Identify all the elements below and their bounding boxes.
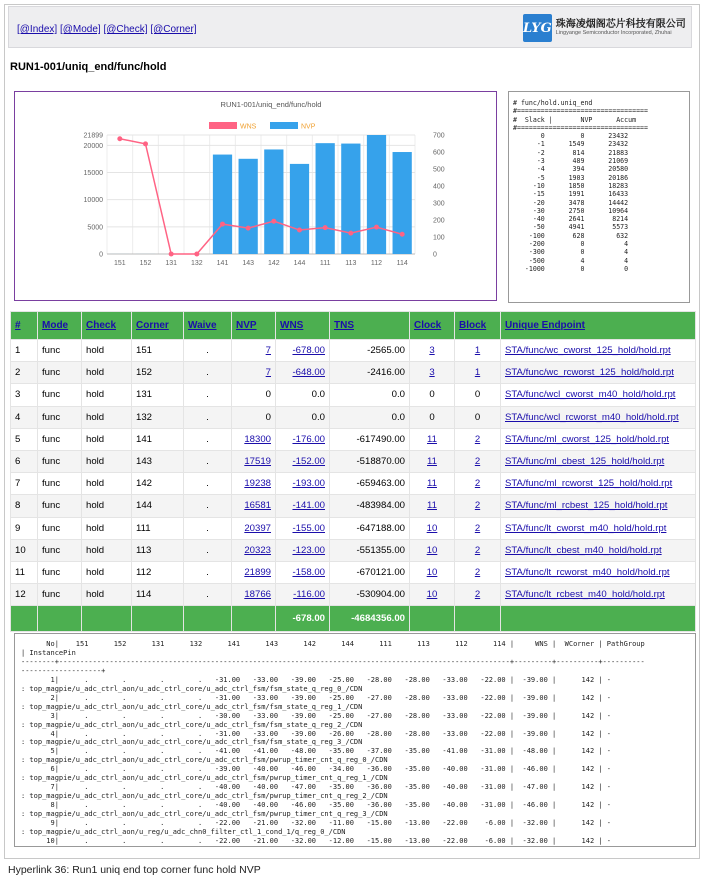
row-nvp xyxy=(232,473,276,495)
logo-mark: LYG xyxy=(523,14,552,42)
row-endpoint xyxy=(501,561,696,583)
row-waive: . xyxy=(184,362,232,384)
row-endpoint-link[interactable]: STA/func/ml_rcbest_125_hold/hold.rpt xyxy=(505,500,668,512)
x-tick-label: 114 xyxy=(396,260,408,267)
x-tick-label: 151 xyxy=(113,260,126,267)
col-header-tns[interactable]: TNS xyxy=(330,312,410,340)
row-index: 6 xyxy=(11,450,38,472)
point-wns-151 xyxy=(117,136,122,141)
legend-label-nvp: NVP xyxy=(301,123,316,131)
y-left-tick-label: 0 xyxy=(99,251,103,259)
row-block xyxy=(455,539,501,561)
row-endpoint-link[interactable]: STA/func/ml_rcworst_125_hold/hold.rpt xyxy=(505,478,673,490)
row-tns: -551355.00 xyxy=(330,539,410,561)
row-clock-link[interactable]: 11 xyxy=(427,500,437,512)
bar-nvp-114 xyxy=(393,152,412,254)
row-tns: -483984.00 xyxy=(330,495,410,517)
row-wns-link[interactable]: -116.00 xyxy=(293,589,325,601)
row-nvp-link[interactable]: 19238 xyxy=(244,478,271,490)
table-row xyxy=(11,450,696,472)
row-endpoint-link[interactable]: STA/func/wcl_rcworst_m40_hold/hold.rpt xyxy=(505,411,679,423)
row-nvp xyxy=(232,428,276,450)
col-header-block[interactable]: Block xyxy=(455,312,501,340)
chart-title: RUN1-001/uniq_end/func/hold xyxy=(220,100,322,109)
bar-nvp-144 xyxy=(290,164,309,254)
col-header-nvp[interactable]: NVP xyxy=(232,312,276,340)
y-right-tick-label: 600 xyxy=(433,149,445,157)
row-block-link[interactable]: 2 xyxy=(474,433,481,445)
nav-links xyxy=(17,24,197,35)
legend-label-wns: WNS xyxy=(240,123,257,131)
row-block: 0 xyxy=(455,384,501,406)
table-header-row xyxy=(11,312,696,340)
row-tns: -530904.00 xyxy=(330,584,410,606)
y-right-tick-label: 400 xyxy=(433,183,445,191)
row-mode: func xyxy=(38,473,82,495)
company-logo xyxy=(523,11,686,45)
row-corner: 143 xyxy=(132,450,184,472)
nav-link-corner[interactable]: [@Corner] xyxy=(150,24,197,35)
row-check: hold xyxy=(82,340,132,362)
table-row xyxy=(11,340,696,362)
point-wns-114 xyxy=(400,232,405,237)
row-mode: func xyxy=(38,561,82,583)
row-corner: 141 xyxy=(132,428,184,450)
row-endpoint-link[interactable]: STA/func/ml_cworst_125_hold/hold.rpt xyxy=(505,433,670,445)
row-mode: func xyxy=(38,517,82,539)
table-row xyxy=(11,517,696,539)
row-endpoint-link[interactable]: STA/func/ml_cbest_125_hold/hold.rpt xyxy=(505,456,665,468)
row-block xyxy=(455,473,501,495)
row-wns: 0.0 xyxy=(276,384,330,406)
row-waive: . xyxy=(184,384,232,406)
row-mode: func xyxy=(38,495,82,517)
logo-cn-name: 珠海凌烟阁芯片科技有限公司 xyxy=(555,19,686,31)
row-corner: 144 xyxy=(132,495,184,517)
table-row xyxy=(11,584,696,606)
row-clock: 0 xyxy=(410,384,455,406)
legend-swatch-wns xyxy=(209,122,237,129)
row-endpoint-link[interactable]: STA/func/lt_rcworst_m40_hold/hold.rpt xyxy=(505,566,670,578)
row-nvp-link[interactable]: 20397 xyxy=(244,522,271,534)
row-wns-link[interactable]: -648.00 xyxy=(292,367,325,379)
x-tick-label: 144 xyxy=(293,260,306,267)
row-tns: -617490.00 xyxy=(330,428,410,450)
row-clock xyxy=(410,561,455,583)
x-tick-label: 113 xyxy=(345,260,357,267)
row-block-link[interactable]: 2 xyxy=(474,544,481,556)
row-endpoint xyxy=(501,340,696,362)
row-waive: . xyxy=(184,340,232,362)
slack-histogram-panel xyxy=(508,91,690,303)
row-waive: . xyxy=(184,406,232,428)
point-wns-131 xyxy=(169,252,174,257)
y-left-tick-label: 15000 xyxy=(83,169,103,177)
row-wns xyxy=(276,362,330,384)
row-mode: func xyxy=(38,428,82,450)
table-row xyxy=(11,406,696,428)
row-index: 12 xyxy=(11,584,38,606)
row-nvp-link[interactable]: 21899 xyxy=(244,566,271,578)
row-corner: 114 xyxy=(132,584,184,606)
row-index: 5 xyxy=(11,428,38,450)
table-row xyxy=(11,495,696,517)
row-endpoint xyxy=(501,384,696,406)
row-check: hold xyxy=(82,428,132,450)
row-corner: 113 xyxy=(132,539,184,561)
point-wns-152 xyxy=(143,141,148,146)
col-header-endpoint[interactable]: Unique Endpoint xyxy=(501,312,696,340)
row-endpoint-link[interactable]: STA/func/wc_cworst_125_hold/hold.rpt xyxy=(505,345,671,357)
col-header-wns[interactable]: WNS xyxy=(276,312,330,340)
row-check: hold xyxy=(82,406,132,428)
col-header-corner[interactable]: Corner xyxy=(132,312,184,340)
col-header-mode[interactable]: Mode xyxy=(38,312,82,340)
row-wns xyxy=(276,539,330,561)
row-tns: -670121.00 xyxy=(330,561,410,583)
row-block-link[interactable]: 2 xyxy=(474,478,481,490)
row-nvp xyxy=(232,584,276,606)
row-wns-link[interactable]: -123.00 xyxy=(292,544,325,556)
row-block xyxy=(455,495,501,517)
bar-nvp-113 xyxy=(341,144,360,254)
row-index: 1 xyxy=(11,340,38,362)
row-corner: 142 xyxy=(132,473,184,495)
y-right-tick-label: 700 xyxy=(433,132,445,140)
footer-tns: -4684356.00 xyxy=(330,606,410,632)
row-endpoint-link[interactable]: STA/func/wcl_cworst_m40_hold/hold.rpt xyxy=(505,389,676,401)
row-nvp xyxy=(232,561,276,583)
y-right-tick-label: 200 xyxy=(433,217,445,225)
row-tns: -518870.00 xyxy=(330,450,410,472)
row-nvp-link[interactable]: 17519 xyxy=(244,456,271,468)
row-block-link[interactable]: 2 xyxy=(474,456,481,468)
col-header-check[interactable]: Check xyxy=(82,312,132,340)
row-nvp-link[interactable]: 20323 xyxy=(244,544,271,556)
x-tick-label: 142 xyxy=(267,260,280,267)
row-block xyxy=(455,362,501,384)
row-wns-link[interactable]: -158.00 xyxy=(292,566,325,578)
point-wns-143 xyxy=(246,226,251,231)
col-header-clock[interactable]: Clock xyxy=(410,312,455,340)
row-wns: 0.0 xyxy=(276,406,330,428)
table-row xyxy=(11,539,696,561)
row-nvp xyxy=(232,362,276,384)
y-left-tick-label: 5000 xyxy=(87,224,103,232)
slack-histogram-text: # func/hold.uniq_end #================================= # Slack | NVP Accum #================================= 0 0 23432 -1 1549 23432 -2 814 21883 -3 489 21069 -4 394 20580 -5 1903 20186 -10 1850 18283 -15 1991 16433 -20 3478 14442 -30 2750 10964 -40 2641 8214 -50 4941 5573 -100 628 632 -200 0 4 -300 0 4 -500 4 4 -1000 0 0 xyxy=(513,99,648,273)
row-corner: 132 xyxy=(132,406,184,428)
row-wns-link[interactable]: -678.00 xyxy=(292,345,325,357)
top-nav-bar xyxy=(8,6,692,48)
row-clock-link[interactable]: 10 xyxy=(426,522,438,534)
table-row xyxy=(11,473,696,495)
row-block-link[interactable]: 2 xyxy=(474,500,481,512)
row-nvp xyxy=(232,539,276,561)
row-block-link[interactable]: 1 xyxy=(474,345,481,357)
nav-link-mode[interactable]: [@Mode] xyxy=(59,24,101,35)
row-nvp: 0 xyxy=(232,406,276,428)
row-endpoint xyxy=(501,473,696,495)
endpoint-detail-text: No| 151 152 131 132 141 143 142 144 111 113 112 114 | WNS | WCorner | PathGroup | InstancePin --------+-----------------------------------------------------------------------------------------------------------+---------+----------+---------- -------------------+ 1| . . . . -31.00 -33.00 -39.00 -25.00 -28.00 -28.00 -33.00 -22.00 | -39.00 | 142 | - : top_magpie/u_adc_ctrl_aon/u_adc_ctrl_core/u_adc_ctrl_fsm/fsm_state_q_reg_0_/CDN 2| . . . . -31.00 -33.00 -39.00 -25.00 -27.00 -28.00 -33.00 -22.00 | -39.00 | 142 | - : top_magpie/u_adc_ctrl_aon/u_adc_ctrl_core/u_adc_ctrl_fsm/fsm_state_q_reg_1_/CDN 3| . . . . -30.00 -33.00 -39.00 -25.00 -27.00 -28.00 -33.00 -22.00 | -39.00 | 142 | - : top_magpie/u_adc_ctrl_aon/u_adc_ctrl_core/u_adc_ctrl_fsm/fsm_state_q_reg_2_/CDN 4| . . . . -31.00 -33.00 -39.00 -26.00 -28.00 -28.00 -33.00 -22.00 | -39.00 | 142 | - : top_magpie/u_adc_ctrl_aon/u_adc_ctrl_core/u_adc_ctrl_fsm/fsm_state_q_reg_3_/CDN 5| . . . . -41.00 -41.00 -48.00 -35.00 -37.00 -35.00 -41.00 -31.00 | -48.00 | 142 | - : top_magpie/u_adc_ctrl_aon/u_adc_ctrl_core/u_adc_ctrl_fsm/pwrup_timer_cnt_q_reg_0_/CDN 6| . . . . -39.00 -40.00 -46.00 -34.00 -36.00 -35.00 -40.00 -31.00 | -46.00 | 142 | - : top_magpie/u_adc_ctrl_aon/u_adc_ctrl_core/u_adc_ctrl_fsm/pwrup_timer_cnt_q_reg_1_/CDN 7| . . . . -40.00 -40.00 -47.00 -35.00 -36.00 -35.00 -40.00 -31.00 | -47.00 | 142 | - : top_magpie/u_adc_ctrl_aon/u_adc_ctrl_core/u_adc_ctrl_fsm/pwrup_timer_cnt_q_reg_2_/CDN 8| . . . . -40.00 -40.00 -46.00 -35.00 -36.00 -35.00 -40.00 -31.00 | -46.00 | 142 | - : top_magpie/u_adc_ctrl_aon/u_adc_ctrl_core/u_adc_ctrl_fsm/pwrup_timer_cnt_q_reg_3_/CDN 9| . . . . -22.00 -21.00 -32.00 -11.00 -15.00 -13.00 -22.00 -6.00 | -32.00 | 142 | - : top_magpie/u_adc_ctrl_aon/u_reg/u_adc_chn0_filter_ctl_1_cond_1/q_reg_0_/CDN 10| . . . . -22.00 -21.00 -32.00 -12.00 -15.00 -13.00 -22.00 -6.00 | -32.00 | 142 | - xyxy=(21,640,645,845)
row-index: 11 xyxy=(11,561,38,583)
row-wns xyxy=(276,340,330,362)
row-block xyxy=(455,517,501,539)
row-nvp xyxy=(232,450,276,472)
row-waive: . xyxy=(184,517,232,539)
row-block-link[interactable]: 2 xyxy=(474,589,481,601)
row-check: hold xyxy=(82,450,132,472)
row-clock xyxy=(410,450,455,472)
bar-nvp-111 xyxy=(316,143,335,254)
table-row xyxy=(11,561,696,583)
row-wns-link[interactable]: -193.00 xyxy=(292,478,325,490)
point-wns-141 xyxy=(220,222,225,227)
row-clock xyxy=(410,362,455,384)
row-wns xyxy=(276,561,330,583)
row-index: 8 xyxy=(11,495,38,517)
row-clock-link[interactable]: 11 xyxy=(427,433,437,445)
row-waive: . xyxy=(184,450,232,472)
x-tick-label: 141 xyxy=(216,260,229,267)
row-corner: 111 xyxy=(132,517,184,539)
row-block: 0 xyxy=(455,406,501,428)
x-tick-label: 132 xyxy=(190,260,203,267)
y-right-tick-label: 0 xyxy=(433,251,437,259)
row-clock xyxy=(410,517,455,539)
endpoint-detail-panel[interactable] xyxy=(14,633,696,847)
row-waive: . xyxy=(184,473,232,495)
x-tick-label: 112 xyxy=(370,260,383,267)
row-nvp xyxy=(232,340,276,362)
row-clock xyxy=(410,428,455,450)
row-waive: . xyxy=(184,561,232,583)
bar-nvp-143 xyxy=(239,159,258,254)
footer-wns: -678.00 xyxy=(276,606,330,632)
row-wns xyxy=(276,450,330,472)
bar-nvp-142 xyxy=(264,149,283,254)
row-waive: . xyxy=(184,539,232,561)
chart-svg xyxy=(15,92,496,300)
row-waive: . xyxy=(184,428,232,450)
row-index: 3 xyxy=(11,384,38,406)
row-block-link[interactable]: 1 xyxy=(474,367,481,379)
row-block xyxy=(455,340,501,362)
y-right-tick-label: 100 xyxy=(433,234,445,242)
row-index: 10 xyxy=(11,539,38,561)
row-tns: -2565.00 xyxy=(330,340,410,362)
row-endpoint-link[interactable]: STA/func/lt_cbest_m40_hold/hold.rpt xyxy=(505,544,662,556)
row-wns-link[interactable]: -176.00 xyxy=(292,433,325,445)
bar-nvp-141 xyxy=(213,155,232,254)
row-nvp xyxy=(232,495,276,517)
row-index: 2 xyxy=(11,362,38,384)
row-corner: 131 xyxy=(132,384,184,406)
row-endpoint xyxy=(501,406,696,428)
page-title: RUN1-001/uniq_end/func/hold xyxy=(10,61,167,73)
row-endpoint xyxy=(501,517,696,539)
row-wns-link[interactable]: -155.00 xyxy=(292,522,325,534)
row-endpoint xyxy=(501,428,696,450)
endpoint-table xyxy=(10,311,696,632)
row-endpoint-link[interactable]: STA/func/lt_rcbest_m40_hold/hold.rpt xyxy=(505,589,665,601)
row-clock-link[interactable]: 10 xyxy=(426,544,438,556)
row-wns xyxy=(276,517,330,539)
row-wns xyxy=(276,584,330,606)
row-clock xyxy=(410,340,455,362)
row-check: hold xyxy=(82,561,132,583)
row-check: hold xyxy=(82,517,132,539)
row-tns: -647188.00 xyxy=(330,517,410,539)
row-mode: func xyxy=(38,362,82,384)
row-nvp-link[interactable]: 18300 xyxy=(244,433,271,445)
row-waive: . xyxy=(184,495,232,517)
row-clock-link[interactable]: 10 xyxy=(426,589,438,601)
row-wns xyxy=(276,428,330,450)
nav-link-check[interactable]: [@Check] xyxy=(103,24,148,35)
row-clock-link[interactable]: 3 xyxy=(429,345,435,357)
row-endpoint-link[interactable]: STA/func/wc_rcworst_125_hold/hold.rpt xyxy=(505,367,674,379)
row-nvp: 0 xyxy=(232,384,276,406)
y-right-tick-label: 300 xyxy=(433,200,445,208)
row-corner: 112 xyxy=(132,561,184,583)
point-wns-111 xyxy=(323,225,328,230)
nav-link-index[interactable]: [@Index] xyxy=(17,24,58,35)
row-block xyxy=(455,561,501,583)
row-mode: func xyxy=(38,450,82,472)
row-check: hold xyxy=(82,539,132,561)
figure-caption: Hyperlink 36: Run1 uniq end top corner func hold NVP xyxy=(8,864,261,876)
row-endpoint xyxy=(501,584,696,606)
row-mode: func xyxy=(38,584,82,606)
y-left-tick-label: 20000 xyxy=(83,142,103,150)
row-check: hold xyxy=(82,584,132,606)
nvp-wns-chart xyxy=(14,91,497,301)
row-nvp-link[interactable]: 7 xyxy=(265,345,271,357)
col-header-index[interactable]: # xyxy=(11,312,38,340)
row-tns: 0.0 xyxy=(330,406,410,428)
row-clock xyxy=(410,495,455,517)
legend-swatch-nvp xyxy=(270,122,298,129)
row-check: hold xyxy=(82,473,132,495)
row-wns xyxy=(276,495,330,517)
row-corner: 152 xyxy=(132,362,184,384)
row-block-link[interactable]: 2 xyxy=(474,566,481,578)
row-clock xyxy=(410,584,455,606)
table-footer-row xyxy=(11,606,696,632)
row-wns xyxy=(276,473,330,495)
row-waive: . xyxy=(184,584,232,606)
row-endpoint xyxy=(501,362,696,384)
row-corner: 151 xyxy=(132,340,184,362)
row-endpoint xyxy=(501,539,696,561)
row-endpoint xyxy=(501,495,696,517)
y-left-tick-label: 21899 xyxy=(83,132,103,140)
row-tns: -2416.00 xyxy=(330,362,410,384)
row-nvp-link[interactable]: 18766 xyxy=(244,589,271,601)
row-index: 4 xyxy=(11,406,38,428)
point-wns-142 xyxy=(271,219,276,224)
row-clock-link[interactable]: 11 xyxy=(427,478,437,490)
row-block xyxy=(455,428,501,450)
y-right-tick-label: 500 xyxy=(433,166,445,174)
col-header-waive[interactable]: Waive xyxy=(184,312,232,340)
row-tns: -659463.00 xyxy=(330,473,410,495)
row-block-link[interactable]: 2 xyxy=(474,522,481,534)
point-wns-144 xyxy=(297,228,302,233)
row-clock-link[interactable]: 3 xyxy=(429,367,435,379)
row-wns-link[interactable]: -141.00 xyxy=(292,500,325,512)
row-endpoint-link[interactable]: STA/func/lt_cworst_m40_hold/hold.rpt xyxy=(505,522,667,534)
row-nvp-link[interactable]: 7 xyxy=(265,367,271,379)
row-tns: 0.0 xyxy=(330,384,410,406)
row-mode: func xyxy=(38,539,82,561)
row-mode: func xyxy=(38,406,82,428)
row-nvp-link[interactable]: 16581 xyxy=(244,500,271,512)
table-row xyxy=(11,428,696,450)
y-left-tick-label: 10000 xyxy=(83,197,103,205)
row-clock xyxy=(410,539,455,561)
row-endpoint xyxy=(501,450,696,472)
row-mode: func xyxy=(38,340,82,362)
row-nvp xyxy=(232,517,276,539)
point-wns-112 xyxy=(374,225,379,230)
bar-nvp-112 xyxy=(367,135,386,254)
row-block xyxy=(455,450,501,472)
row-clock xyxy=(410,473,455,495)
row-index: 7 xyxy=(11,473,38,495)
table-row xyxy=(11,384,696,406)
x-tick-label: 143 xyxy=(242,260,255,267)
row-clock-link[interactable]: 11 xyxy=(427,456,437,468)
point-wns-132 xyxy=(194,252,199,257)
point-wns-113 xyxy=(348,231,353,236)
row-check: hold xyxy=(82,362,132,384)
x-tick-label: 131 xyxy=(165,260,178,267)
table-row xyxy=(11,362,696,384)
logo-en-name: Lingyange Semiconductor Incorporated, Zhuhai xyxy=(555,30,672,37)
x-tick-label: 152 xyxy=(139,260,152,267)
row-index: 9 xyxy=(11,517,38,539)
x-tick-label: 111 xyxy=(319,260,331,267)
row-clock: 0 xyxy=(410,406,455,428)
row-block xyxy=(455,584,501,606)
row-mode: func xyxy=(38,384,82,406)
row-clock-link[interactable]: 10 xyxy=(426,566,438,578)
row-check: hold xyxy=(82,495,132,517)
row-wns-link[interactable]: -152.00 xyxy=(292,456,325,468)
row-check: hold xyxy=(82,384,132,406)
